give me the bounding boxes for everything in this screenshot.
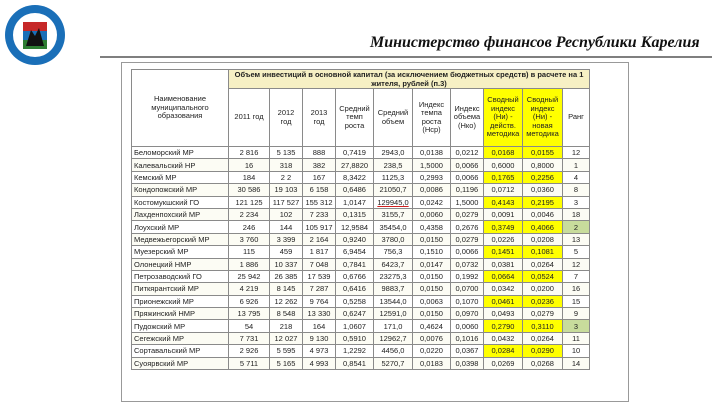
table-cell: 129945,0 xyxy=(374,196,413,208)
table-cell: 9 xyxy=(563,308,590,320)
row-name: Сортавальский МР xyxy=(132,345,229,357)
table-cell: 0,0076 xyxy=(413,332,451,344)
table-cell: 1,2292 xyxy=(336,345,374,357)
table-cell: 0,0060 xyxy=(413,208,451,220)
table-cell: 11 xyxy=(563,332,590,344)
table-cell: 144 xyxy=(270,221,303,233)
table-cell: 5 595 xyxy=(270,345,303,357)
table-cell: 0,0398 xyxy=(451,357,484,369)
table-cell: 3 399 xyxy=(270,233,303,245)
table-cell: 8 548 xyxy=(270,308,303,320)
table-cell: 13 330 xyxy=(303,308,336,320)
table-cell: 0,0360 xyxy=(523,184,563,196)
table-cell: 6423,7 xyxy=(374,258,413,270)
table-cell: 12 xyxy=(563,258,590,270)
table-cell: 3 xyxy=(563,196,590,208)
table-cell: 0,0664 xyxy=(484,270,523,282)
col-header: Индекс объема (Нко) xyxy=(451,89,484,147)
table-cell: 0,6000 xyxy=(484,159,523,171)
table-cell: 5 165 xyxy=(270,357,303,369)
table-row xyxy=(132,171,590,183)
row-name: Кондопожский МР xyxy=(132,184,229,196)
table-cell: 9 764 xyxy=(303,295,336,307)
table-cell: 16 xyxy=(563,283,590,295)
row-name: Медвежьегорский МР xyxy=(132,233,229,245)
table-cell: 0,0524 xyxy=(523,270,563,282)
col-header: Индекс темпа роста (Нср) xyxy=(413,89,451,147)
table-cell: 19 103 xyxy=(270,184,303,196)
table-cell: 164 xyxy=(303,320,336,332)
table-row xyxy=(132,345,590,357)
table-cell: 0,0269 xyxy=(484,357,523,369)
table-cell: 54 xyxy=(229,320,270,332)
table-row xyxy=(132,233,590,245)
table-cell: 117 527 xyxy=(270,196,303,208)
row-name: Петрозаводский ГО xyxy=(132,270,229,282)
table-cell: 7 233 xyxy=(303,208,336,220)
table-cell: 1,0607 xyxy=(336,320,374,332)
table-cell: 3 xyxy=(563,320,590,332)
table-cell: 12 262 xyxy=(270,295,303,307)
table-cell: 0,4143 xyxy=(484,196,523,208)
table-cell: 0,0150 xyxy=(413,233,451,245)
table-cell: 7 731 xyxy=(229,332,270,344)
row-name: Муезерский МР xyxy=(132,246,229,258)
table-cell: 0,6766 xyxy=(336,270,374,282)
table-cell: 0,0432 xyxy=(484,332,523,344)
table-cell: 14 xyxy=(563,357,590,369)
col-header-name: Наименование муниципального образования xyxy=(132,70,229,147)
row-name: Сегежский МР xyxy=(132,332,229,344)
table-cell: 0,0066 xyxy=(451,171,484,183)
table-cell: 17 539 xyxy=(303,270,336,282)
table-cell: 9 130 xyxy=(303,332,336,344)
row-name: Прионежский МР xyxy=(132,295,229,307)
table-cell: 0,0461 xyxy=(484,295,523,307)
row-name: Суоярвский МР xyxy=(132,357,229,369)
table-cell: 0,1510 xyxy=(413,246,451,258)
table-cell: 0,0381 xyxy=(484,258,523,270)
table-cell: 0,3110 xyxy=(523,320,563,332)
table-cell: 0,1196 xyxy=(451,184,484,196)
row-name: Олонецкий НМР xyxy=(132,258,229,270)
table-cell: 3780,0 xyxy=(374,233,413,245)
table-cell: 318 xyxy=(270,159,303,171)
table-cell: 12 027 xyxy=(270,332,303,344)
row-name: Беломорский МР xyxy=(132,147,229,159)
table-cell: 3155,7 xyxy=(374,208,413,220)
table-cell: 756,3 xyxy=(374,246,413,258)
row-name: Лоухский МР xyxy=(132,221,229,233)
table-cell: 459 xyxy=(270,246,303,258)
table-cell: 0,0046 xyxy=(523,208,563,220)
table-cell: 8,3422 xyxy=(336,171,374,183)
table-cell: 246 xyxy=(229,221,270,233)
table-cell: 10 xyxy=(563,345,590,357)
table-row xyxy=(132,196,590,208)
table-cell: 4 219 xyxy=(229,283,270,295)
table-cell: 13544,0 xyxy=(374,295,413,307)
table-cell: 9883,7 xyxy=(374,283,413,295)
table-cell: 0,5910 xyxy=(336,332,374,344)
table-cell: 0,0732 xyxy=(451,258,484,270)
col-header: Сводный индекс (Ни) - новая методика xyxy=(523,89,563,147)
table-cell: 0,0226 xyxy=(484,233,523,245)
table-cell: 0,0138 xyxy=(413,147,451,159)
table-cell: 2 xyxy=(563,221,590,233)
table-cell: 2943,0 xyxy=(374,147,413,159)
table-cell: 3 760 xyxy=(229,233,270,245)
table-cell: 7 048 xyxy=(303,258,336,270)
table-cell: 102 xyxy=(270,208,303,220)
table-row xyxy=(132,270,590,282)
table-row xyxy=(132,295,590,307)
table-cell: 0,0712 xyxy=(484,184,523,196)
table-cell: 13 xyxy=(563,233,590,245)
table-cell: 0,0060 xyxy=(451,320,484,332)
ministry-emblem xyxy=(4,4,66,66)
table-cell: 0,0279 xyxy=(523,308,563,320)
table-row xyxy=(132,246,590,258)
table-cell: 4 xyxy=(563,171,590,183)
table-cell: 0,1081 xyxy=(523,246,563,258)
col-header: Средний объем xyxy=(374,89,413,147)
table-cell: 0,0284 xyxy=(484,345,523,357)
table-cell: 167 xyxy=(303,171,336,183)
table-cell: 0,0168 xyxy=(484,147,523,159)
col-header: Средний темп роста xyxy=(336,89,374,147)
table-cell: 1,5000 xyxy=(451,196,484,208)
table-row xyxy=(132,308,590,320)
table-cell: 0,0700 xyxy=(451,283,484,295)
table-cell: 0,2195 xyxy=(523,196,563,208)
table-cell: 4456,0 xyxy=(374,345,413,357)
table-cell: 0,0183 xyxy=(413,357,451,369)
table-cell: 27,8820 xyxy=(336,159,374,171)
table-cell: 0,0342 xyxy=(484,283,523,295)
table-row xyxy=(132,357,590,369)
table-cell: 0,0279 xyxy=(451,233,484,245)
table-cell: 0,0242 xyxy=(413,196,451,208)
col-header: Сводный индекс (Ни) - действ. методика xyxy=(484,89,523,147)
table-cell: 8 145 xyxy=(270,283,303,295)
table-cell: 0,0150 xyxy=(413,308,451,320)
table-cell: 0,0066 xyxy=(451,159,484,171)
table-cell: 1,5000 xyxy=(413,159,451,171)
table-cell: 5270,7 xyxy=(374,357,413,369)
table-cell: 12 xyxy=(563,147,590,159)
table-row xyxy=(132,221,590,233)
col-header: 2011 год xyxy=(229,89,270,147)
table-cell: 12591,0 xyxy=(374,308,413,320)
table-cell: 0,2676 xyxy=(451,221,484,233)
table-row xyxy=(132,147,590,159)
table-cell: 0,1992 xyxy=(451,270,484,282)
table-cell: 4 993 xyxy=(303,357,336,369)
table-cell: 121 125 xyxy=(229,196,270,208)
table-cell: 0,2790 xyxy=(484,320,523,332)
table-cell: 0,1451 xyxy=(484,246,523,258)
table-cell: 18 xyxy=(563,208,590,220)
table-cell: 23275,3 xyxy=(374,270,413,282)
table-cell: 0,0268 xyxy=(523,357,563,369)
table-cell: 7 287 xyxy=(303,283,336,295)
table-cell: 0,1765 xyxy=(484,171,523,183)
table-cell: 2 164 xyxy=(303,233,336,245)
table-cell: 1 xyxy=(563,159,590,171)
table-cell: 0,2993 xyxy=(413,171,451,183)
table-cell: 0,6247 xyxy=(336,308,374,320)
table-cell: 0,0155 xyxy=(523,147,563,159)
table-cell: 0,1315 xyxy=(336,208,374,220)
table-cell: 0,0200 xyxy=(523,283,563,295)
table-row xyxy=(132,283,590,295)
table-cell: 0,4358 xyxy=(413,221,451,233)
table-cell: 218 xyxy=(270,320,303,332)
table-cell: 1 817 xyxy=(303,246,336,258)
table-cell: 0,0091 xyxy=(484,208,523,220)
table-cell: 0,0147 xyxy=(413,258,451,270)
table-cell: 0,8000 xyxy=(523,159,563,171)
table-cell: 0,8541 xyxy=(336,357,374,369)
table-cell: 0,0066 xyxy=(451,246,484,258)
table-cell: 0,0208 xyxy=(523,233,563,245)
table-cell: 1125,3 xyxy=(374,171,413,183)
table-cell: 382 xyxy=(303,159,336,171)
table-cell: 12962,7 xyxy=(374,332,413,344)
table-cell: 0,1016 xyxy=(451,332,484,344)
row-name: Кемский МР xyxy=(132,171,229,183)
col-header: 2012 год xyxy=(270,89,303,147)
table-cell: 7 xyxy=(563,270,590,282)
investment-table xyxy=(131,69,590,370)
table-cell: 1 886 xyxy=(229,258,270,270)
table-cell: 4 973 xyxy=(303,345,336,357)
table-cell: 0,0970 xyxy=(451,308,484,320)
table-cell: 25 942 xyxy=(229,270,270,282)
table-cell: 155 312 xyxy=(303,196,336,208)
table-cell: 0,0063 xyxy=(413,295,451,307)
table-cell: 0,0150 xyxy=(413,283,451,295)
table-cell: 6,9454 xyxy=(336,246,374,258)
table-cell: 0,4066 xyxy=(523,221,563,233)
table-cell: 184 xyxy=(229,171,270,183)
table-cell: 0,7841 xyxy=(336,258,374,270)
row-name: Лахденпохский МР xyxy=(132,208,229,220)
table-cell: 0,0150 xyxy=(413,270,451,282)
table-cell: 0,0236 xyxy=(523,295,563,307)
table-cell: 6 158 xyxy=(303,184,336,196)
table-cell: 2 816 xyxy=(229,147,270,159)
table-cell: 171,0 xyxy=(374,320,413,332)
table-cell: 15 xyxy=(563,295,590,307)
table-cell: 10 337 xyxy=(270,258,303,270)
table-cell: 0,0220 xyxy=(413,345,451,357)
table-row xyxy=(132,332,590,344)
table-caption: Объем инвестиций в основной капитал (за исключением бюджетных средств) в расчете на 1 жителя, рублей (п.3) xyxy=(229,70,590,89)
table-cell: 0,0367 xyxy=(451,345,484,357)
table-row xyxy=(132,320,590,332)
row-name: Костомукшский ГО xyxy=(132,196,229,208)
page-title: Министерство финансов Республики Карелия xyxy=(370,34,700,51)
table-row xyxy=(132,258,590,270)
row-name: Пудожский МР xyxy=(132,320,229,332)
table-cell: 0,2256 xyxy=(523,171,563,183)
table-row xyxy=(132,159,590,171)
table-cell: 5 xyxy=(563,246,590,258)
table-cell: 0,7419 xyxy=(336,147,374,159)
row-name: Пряжинский НМР xyxy=(132,308,229,320)
table-cell: 0,0086 xyxy=(413,184,451,196)
table-body xyxy=(132,147,590,370)
col-header: Ранг xyxy=(563,89,590,147)
table-row xyxy=(132,208,590,220)
table-cell: 0,9240 xyxy=(336,233,374,245)
table-cell: 0,6416 xyxy=(336,283,374,295)
table-cell: 0,0264 xyxy=(523,332,563,344)
table-cell: 2 234 xyxy=(229,208,270,220)
table-cell: 0,3749 xyxy=(484,221,523,233)
table-cell: 2 2 xyxy=(270,171,303,183)
table-cell: 0,5258 xyxy=(336,295,374,307)
table-cell: 105 917 xyxy=(303,221,336,233)
table-cell: 8 xyxy=(563,184,590,196)
table-cell: 21050,7 xyxy=(374,184,413,196)
table-cell: 238,5 xyxy=(374,159,413,171)
col-header: 2013 год xyxy=(303,89,336,147)
table-cell: 0,1070 xyxy=(451,295,484,307)
table-cell: 1,0147 xyxy=(336,196,374,208)
table-cell: 888 xyxy=(303,147,336,159)
row-name: Калевальский НР xyxy=(132,159,229,171)
table-cell: 0,6486 xyxy=(336,184,374,196)
table-cell: 2 926 xyxy=(229,345,270,357)
header-rule xyxy=(100,56,712,58)
table-cell: 0,0264 xyxy=(523,258,563,270)
table-cell: 5 135 xyxy=(270,147,303,159)
table-cell: 35454,0 xyxy=(374,221,413,233)
table-cell: 0,4624 xyxy=(413,320,451,332)
table-cell: 26 385 xyxy=(270,270,303,282)
table-cell: 0,0212 xyxy=(451,147,484,159)
table-cell: 0,0279 xyxy=(451,208,484,220)
table-cell: 0,0290 xyxy=(523,345,563,357)
table-cell: 13 795 xyxy=(229,308,270,320)
table-cell: 5 711 xyxy=(229,357,270,369)
table-cell: 115 xyxy=(229,246,270,258)
table-row xyxy=(132,184,590,196)
table-cell: 16 xyxy=(229,159,270,171)
table-cell: 0,0493 xyxy=(484,308,523,320)
row-name: Питкярантский МР xyxy=(132,283,229,295)
table-cell: 12,9584 xyxy=(336,221,374,233)
table-cell: 6 926 xyxy=(229,295,270,307)
table-cell: 30 586 xyxy=(229,184,270,196)
